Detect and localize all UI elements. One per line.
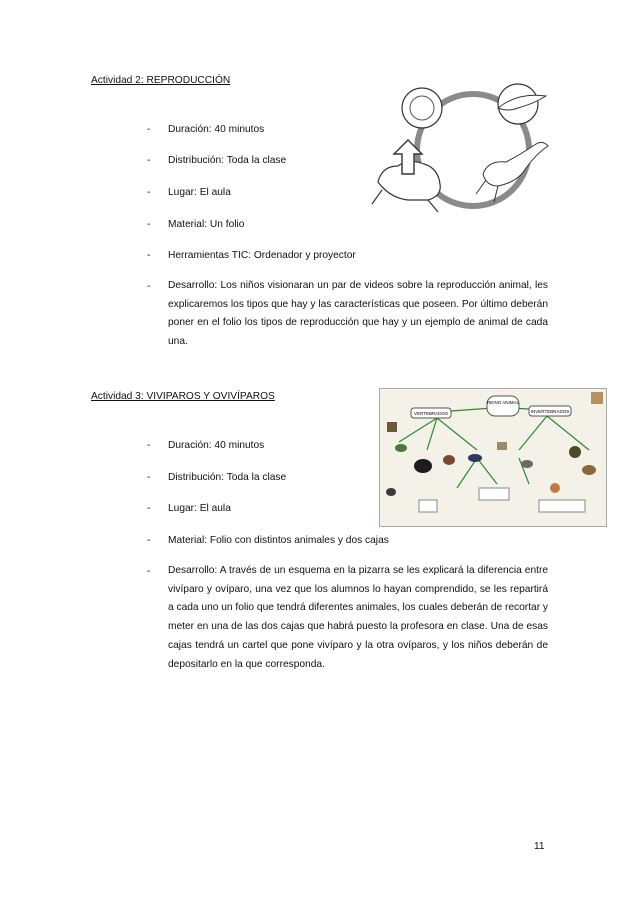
activity2-distribution: Distribución: Toda la clase xyxy=(168,155,287,166)
bullet-dash: - xyxy=(147,124,151,135)
activity2-heading: Actividad 2: REPRODUCCIÓN xyxy=(91,75,231,86)
bullet-dash: - xyxy=(147,187,151,198)
bullet-dash: - xyxy=(147,535,151,546)
activity2-material: Material: Un folio xyxy=(168,219,245,230)
bullet-dash: - xyxy=(147,472,151,483)
bullet-dash: - xyxy=(147,250,151,261)
frog-eggs-icon xyxy=(402,88,442,128)
frog-lifecycle-illustration xyxy=(368,82,568,217)
center-node-label: REINO ANIMAL xyxy=(486,400,520,405)
bullet-dash: - xyxy=(147,566,151,577)
bullet-dash: - xyxy=(147,155,151,166)
bullet-dash: - xyxy=(147,440,151,451)
activity3-desarrollo: Desarrollo: A través de un esquema en la pizarra se les explicará la diferencia entre vivíparo y ovíparo, una vez que los alumnos lo hayan comprendido, se les repartirá a cada uno un folio que tendrá diferentes animales, los cuales deberán de recortar y meter en una de las dos cajas que habrá puesto la profesora en clase. Una de esas cajas tendrá un cartel que pone vivíparo y la otra ovíparos, y los niños deberán de depositarlo en la que corresponda. xyxy=(168,565,549,670)
activity2-duration: Duración: 40 minutos xyxy=(168,124,265,135)
activity2-desarrollo: Desarrollo: Los niños visionaran un par de videos sobre la reproducción animal, les explicaremos los tipos que hay y las características que poseen. Por último deberán poner en el folio los tipos de reproducción que hay y un ejemplo de animal de cada una. xyxy=(168,280,548,348)
page-number: 11 xyxy=(534,841,545,852)
activity3-heading: Actividad 3: VIVIPAROS Y OVIVÍPAROS xyxy=(91,391,275,402)
animal-concept-map xyxy=(379,388,607,527)
bullet-dash: - xyxy=(147,281,151,292)
left-node-label: VERTEBRADOS xyxy=(414,411,448,416)
tadpole-icon xyxy=(498,84,546,124)
activity2-tools: Herramientas TIC: Ordenador y proyector xyxy=(168,250,356,261)
activity3-distribution: Distribución: Toda la clase xyxy=(168,472,287,483)
activity3-material: Material: Folio con distintos animales y dos cajas xyxy=(168,535,389,546)
activity3-place: Lugar: El aula xyxy=(168,503,231,514)
activity3-duration: Duración: 40 minutos xyxy=(168,440,265,451)
right-node-label: INVERTEBRADOS xyxy=(530,409,570,414)
activity2-place: Lugar: El aula xyxy=(168,187,231,198)
bullet-dash: - xyxy=(147,503,151,514)
center-node xyxy=(487,396,519,416)
bullet-dash: - xyxy=(147,219,151,230)
